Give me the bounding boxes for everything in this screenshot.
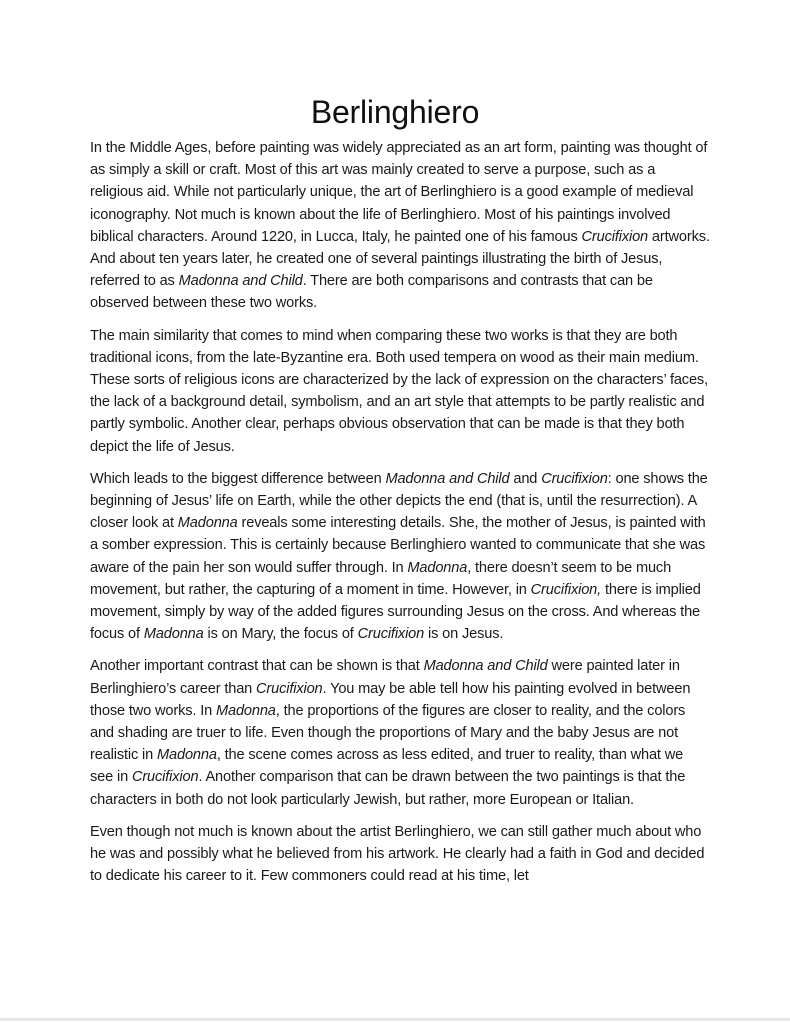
- paragraph-intro: [90, 137, 710, 315]
- paragraph-contrast: [90, 655, 710, 810]
- document-title: Berlinghiero: [310, 94, 480, 130]
- italic-title-run: Madonna: [143, 626, 204, 643]
- text-run: . You may be able tell how his painting evolved in between those two works. In: [90, 680, 691, 719]
- italic-title-run: Madonna and Child: [385, 470, 510, 487]
- italic-title-run: Crucifixion: [581, 228, 649, 245]
- italic-title-run: Madonna: [407, 559, 468, 576]
- italic-title-run: Madonna and Child: [423, 658, 548, 675]
- text-run: is on Jesus.: [424, 626, 504, 643]
- italic-title-run: Crucifixion: [357, 626, 425, 643]
- text-run: artworks. And about ten years later, he created one of several paintings illustrating the birth of Jesus, referred to as: [90, 228, 710, 290]
- text-run: , there doesn’t seem to be much movement, but rather, the capturing of a moment in time. However, in: [90, 559, 672, 598]
- text-run: reveals some interesting details. She, the mother of Jesus, is painted with a somber expression. This is certainly because Berlinghiero wanted to communicate that she was aware of the pain her son would suffer through. In: [90, 515, 706, 576]
- text-run: is on Mary, the focus of: [203, 626, 358, 643]
- text-run: there is implied movement, simply by way of the added figures surrounding Jesus on the cross. And whereas the focus of: [90, 581, 701, 643]
- italic-title-run: Madonna: [157, 747, 217, 764]
- italic-title-run: Crucifixion: [541, 470, 608, 487]
- document-body: [90, 137, 710, 898]
- text-run: . There are both comparisons and contrasts that can be observed between these two works.: [90, 273, 653, 312]
- italic-title-run: Crucifixion: [256, 680, 323, 697]
- text-run: , the proportions of the figures are closer to reality, and the colors and shading are truer to life. Even though the proportions of Mary and the baby Jesus are not realistic in: [90, 702, 686, 764]
- text-run: Even though not much is known about the artist Berlinghiero, we can still gather much about who he was and possibly what he believed from his artwork. He clearly had a faith in God and decided to dedicate his career to it. Few commoners could read at his time, let: [90, 823, 705, 885]
- text-run: and: [509, 470, 542, 487]
- paragraph-conclusion: [90, 821, 710, 888]
- paragraph-similarity: [90, 325, 710, 458]
- text-run: Another important contrast that can be shown is that: [90, 658, 424, 675]
- text-run: : one shows the beginning of Jesus’ life on Earth, while the other depicts the end (that is, until the resurrection). A closer look at: [90, 470, 708, 532]
- paragraph-difference: [90, 468, 710, 646]
- text-run: Which leads to the biggest difference between: [90, 470, 386, 487]
- italic-title-run: Madonna and Child: [178, 273, 303, 290]
- text-run: The main similarity that comes to mind when comparing these two works is that they are both traditional icons, from the late-Byzantine era. Both used tempera on wood as their main medium. These sorts of religious icons are characterized by the lack of expression on the characters’ faces, the lack of a background detail, symbolism, and an art style that attempts to be partly realistic and partly symbolic. Another clear, perhaps obvious observation that can be made is that they both depict the life of Jesus.: [90, 327, 708, 455]
- text-run: . Another comparison that can be drawn between the two paintings is that the characters in both do not look particularly Jewish, but rather, more European or Italian.: [90, 769, 686, 808]
- text-run: , the scene comes across as less edited, and truer to reality, than what we see in: [90, 747, 684, 786]
- text-run: were painted later in Berlinghiero’s career than: [90, 658, 680, 697]
- text-run: In the Middle Ages, before painting was widely appreciated as an art form, painting was thought of as simply a skill or craft. Most of this art was mainly created to serve a purpose, such as a religious aid. While not particularly unique, the art of Berlinghiero is a good example of medieval iconography. Not much is known about the life of Berlinghiero. Most of his paintings involved biblical characters. Around 1220, in Lucca, Italy, he painted one of his famous: [90, 140, 708, 245]
- italic-title-run: Madonna: [177, 515, 238, 532]
- italic-title-run: Madonna: [215, 702, 276, 719]
- italic-title-run: Crucifixion: [131, 769, 199, 786]
- italic-title-run: Crucifixion,: [530, 581, 602, 598]
- page-bottom-edge: [0, 1018, 790, 1021]
